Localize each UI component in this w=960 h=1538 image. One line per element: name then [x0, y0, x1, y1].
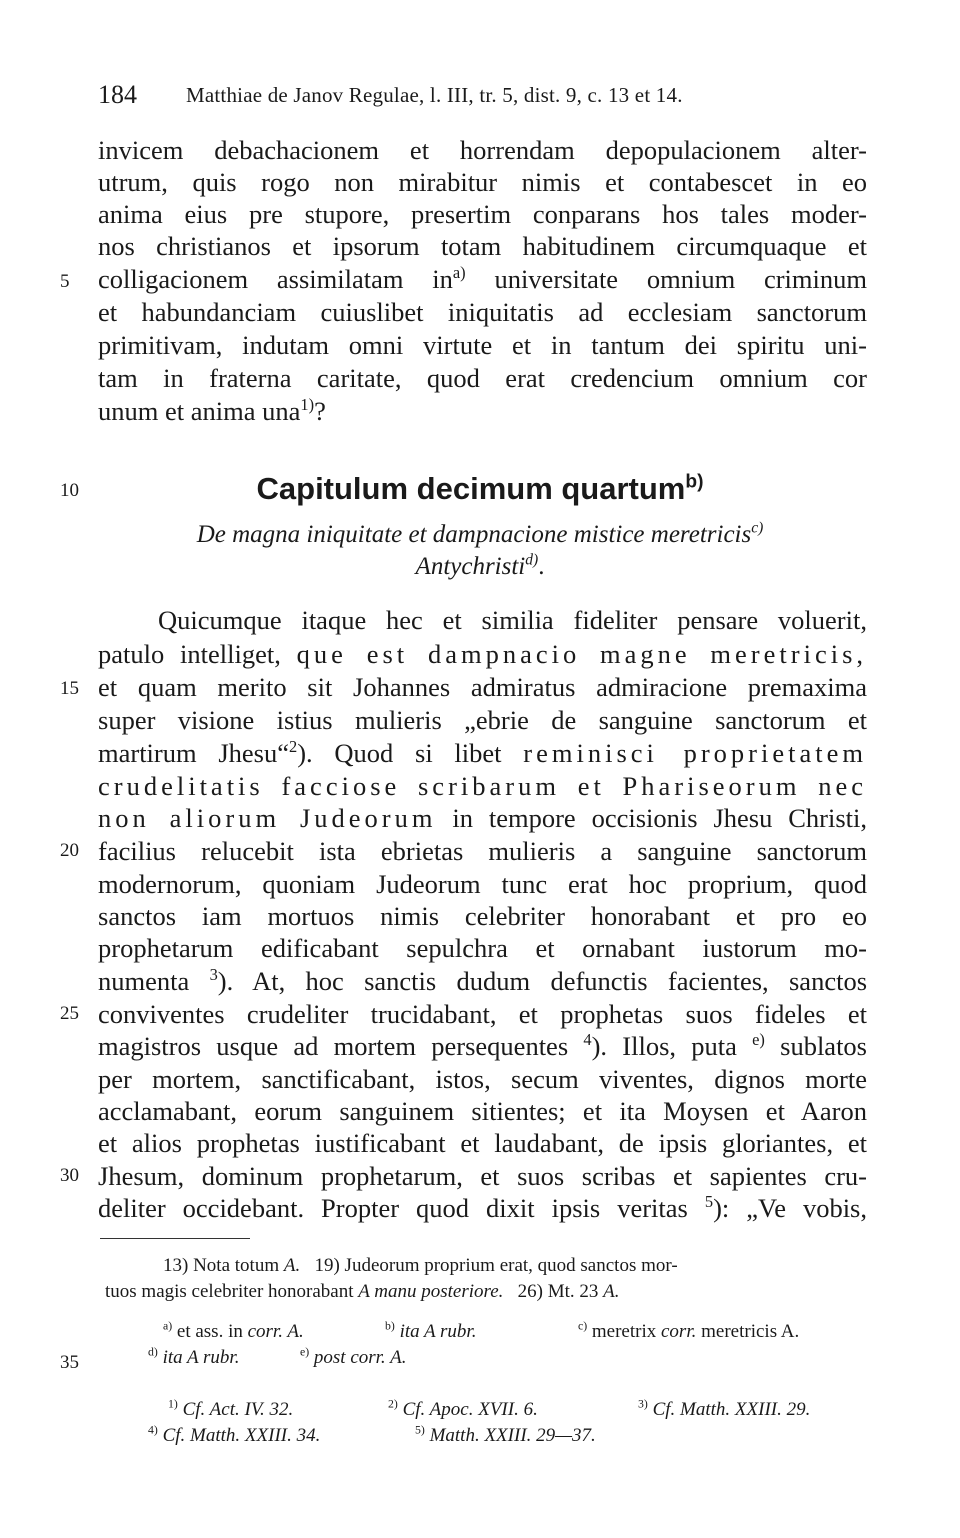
line-number: 5 [60, 271, 70, 292]
text-line: crudelitatis facciose scribarum et Phariseorum nec [98, 771, 867, 801]
running-title: Matthiae de Janov Regulae, l. III, tr. 5, dist. 9, c. 13 et 14. [186, 83, 683, 107]
text-line: nos christianos et ipsorum totam habitudinem circumquaque et [98, 231, 867, 261]
text-line: anima eius pre stupore, presertim conparans hos tales moder- [98, 199, 867, 229]
text-line: patulo intelliget, que est dampnacio magne meretricis, [98, 639, 868, 669]
apparatus-note: $^{a)}$ et ass. in corr. A. [163, 1319, 304, 1342]
apparatus-note: $^{b)}$ ita A rubr. [385, 1319, 477, 1342]
text-line: prophetarum edificabant sepulchra et ornabant iustorum mo- [98, 933, 867, 963]
text-line: et alios prophetas iustificabant et laudabant, de ipsis gloriantes, et [98, 1128, 867, 1158]
text-line: non aliorum Judeorum in tempore occisionis Jhesu Christi, [98, 803, 867, 833]
text-line: martirum Jhesu“$^2$). Quod si libet reminisci proprietatem [98, 737, 867, 768]
chapter-subtitle: Antychristi$^{d)}$. [415, 551, 545, 580]
text-line: utrum, quis rogo non mirabitur nimis et contabescet in eo [98, 167, 867, 197]
text-line: colligacionem assimilatam $in^{a)}$ universitate omnium criminum [98, 263, 868, 294]
text-line: per mortem, sanctificabant, istos, secum viventes, dignos morte [98, 1064, 867, 1094]
text-line: sanctos iam mortuos nimis celebriter honorabant et pro eo [98, 901, 867, 931]
footnote-marker: 1) [300, 395, 315, 415]
footnote-rule [100, 1238, 250, 1239]
text-line: primitivam, indutam omni virtute et in tantum dei spiritu uni- [98, 330, 867, 360]
text-line: et habundanciam cuiuslibet iniquitatis ad ecclesiam sanctorum [98, 297, 867, 327]
chapter-subtitle: De magna iniquitate et dampnacione mistice meretricis$^{c)}$ [196, 519, 764, 548]
line-number: 25 [60, 1003, 79, 1024]
source-note: $^{1)}$ Cf. Act. IV. 32. [168, 1397, 294, 1420]
chapter-title: Capitulum decimum quartum$^{b)}$ [256, 471, 704, 506]
text-line: tam in fraterna caritate, quod erat credencium omnium cor [98, 363, 867, 393]
text-line: Jhesum, dominum prophetarum, et suos scribas et sapientes cru- [98, 1161, 867, 1191]
apparatus-note: $^{d)}$ ita A rubr. [148, 1345, 240, 1368]
text-line: super visione istius mulieris „ebrie de sanguine sanctorum et [98, 705, 867, 735]
source-note: $^{2)}$ Cf. Apoc. XVII. 6. [388, 1397, 538, 1420]
apparatus-marker: a) [452, 263, 466, 283]
text-line: magistros usque ad mortem persequentes $^4$). Illos, puta $^{e)}$ sublatos [98, 1030, 867, 1061]
source-note: $^{5)}$ Matth. XXIII. 29—37. [415, 1423, 596, 1446]
line-number: 35 [60, 1352, 79, 1373]
apparatus-note: $^{e)}$ post corr. A. [300, 1345, 407, 1368]
page-number: 184 [98, 80, 137, 109]
text-line: unum et anima una$^{1)}$? [98, 395, 326, 426]
footnote-line: tuos magis celebriter honorabant A manu posteriore. 26) Mt. 23 A. [105, 1281, 620, 1302]
text-line: facilius relucebit ista ebrietas mulieris a sanguine sanctorum [98, 836, 867, 866]
text-line: modernorum, quoniam Judeorum tunc erat hoc proprium, quod [98, 869, 867, 899]
text-line: deliter occidebant. Propter quod dixit ipsis veritas $^5$): „Ve vobis, [98, 1192, 867, 1223]
source-note: $^{3)}$ Cf. Matth. XXIII. 29. [638, 1397, 811, 1420]
page-header [98, 80, 878, 110]
text-line: et quam merito sit Johannes admiratus admiracione premaxima [98, 672, 867, 702]
text-line: invicem debachacionem et horrendam depopulacionem alter- [98, 135, 867, 165]
apparatus-note: $^{c)}$ meretrix corr. meretricis A. [578, 1319, 800, 1342]
line-number: 10 [60, 480, 79, 501]
line-number: 20 [60, 840, 79, 861]
line-number: 30 [60, 1165, 79, 1186]
source-note: $^{4)}$ Cf. Matth. XXIII. 34. [148, 1423, 321, 1446]
line-number: 15 [60, 678, 79, 699]
footnote-line: 13) Nota totum A. 19) Judeorum proprium erat, quod sanctos mor- [163, 1255, 678, 1276]
text-line: conviventes crudeliter trucidabant, et prophetas suos fideles et [98, 999, 867, 1029]
text-line: Quicumque itaque hec et similia fideliter pensare voluerit, [158, 605, 867, 635]
text-line: acclamabant, eorum sanguinem sitientes; et ita Moysen et Aaron [98, 1096, 867, 1126]
text-line: numenta $^3$). At, hoc sanctis dudum defunctis facientes, sanctos [98, 965, 868, 996]
